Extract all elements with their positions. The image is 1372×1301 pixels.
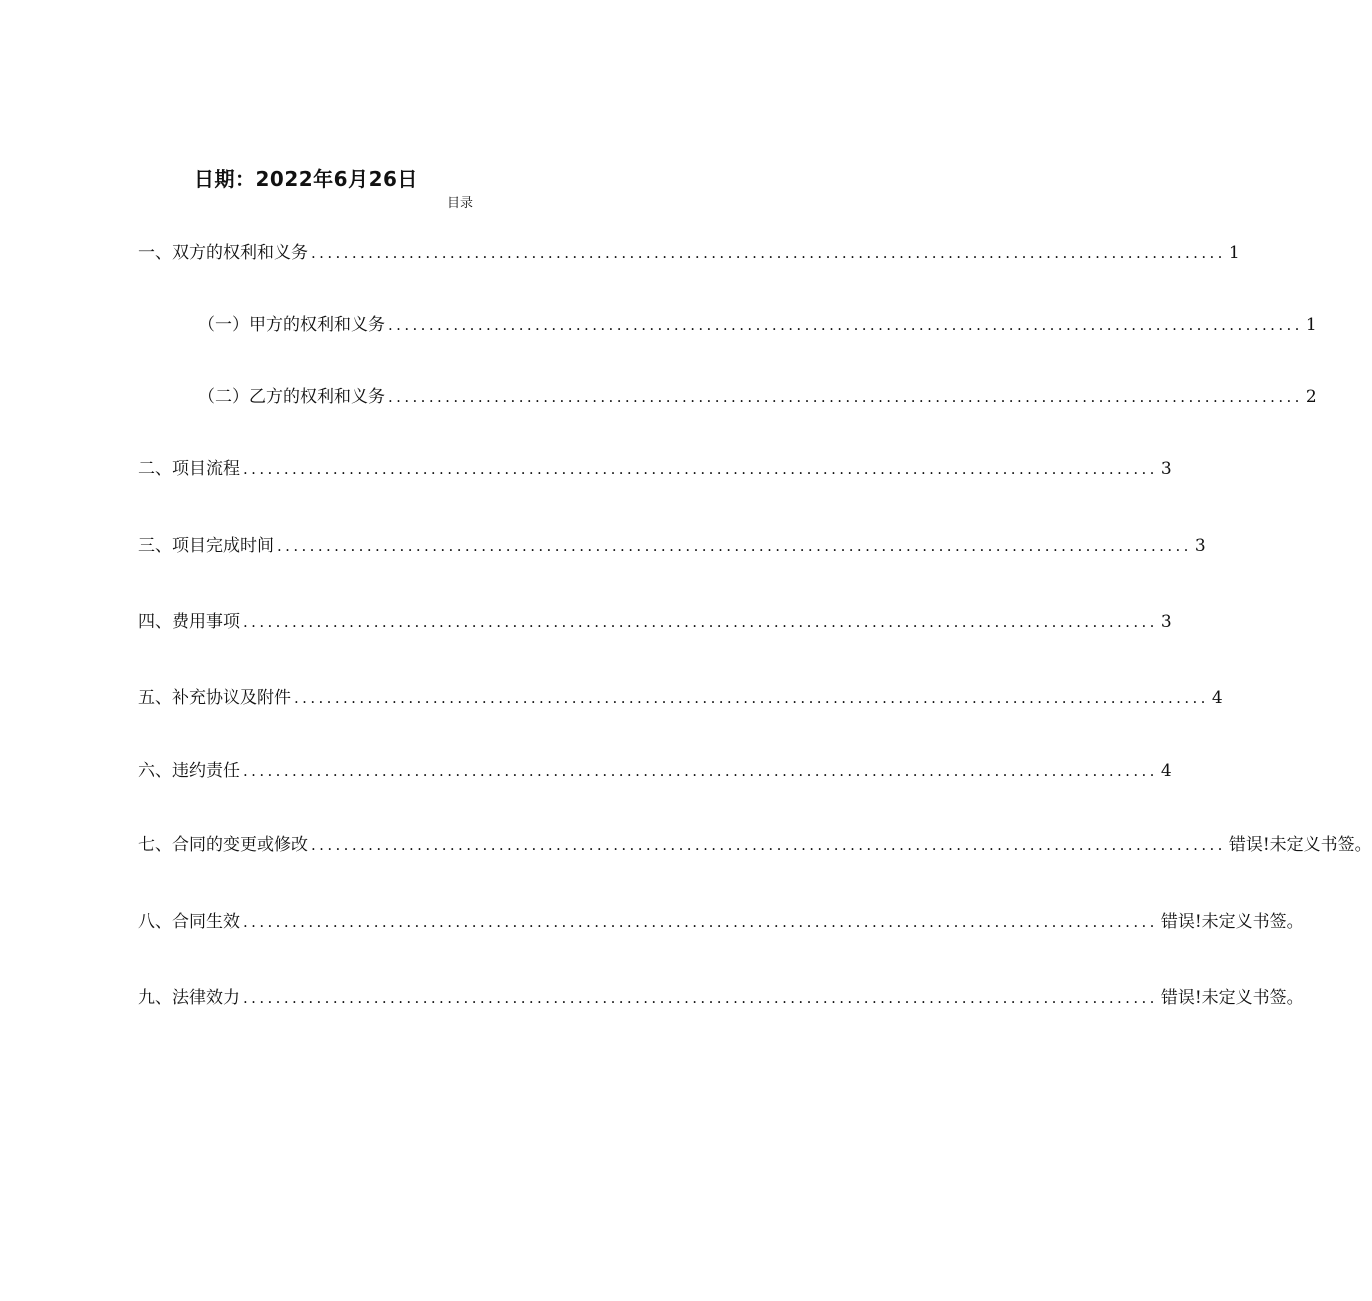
toc-entry-label: 六、违约责任 <box>138 761 240 781</box>
toc-entry-page: 错误!未定义书签。 <box>1228 835 1372 855</box>
dot-leader: ................................................................................................................ <box>311 836 1226 854</box>
dot-leader: ................................................................................................................ <box>243 989 1158 1007</box>
toc-entry-label: （二）乙方的权利和义务 <box>198 387 385 407</box>
toc-entry-label: 五、补充协议及附件 <box>138 688 291 708</box>
toc-entry-label: 一、双方的权利和义务 <box>138 243 308 263</box>
toc-entry-page: 3 <box>1194 536 1206 556</box>
dot-leader: ................................................................................................................ <box>294 689 1209 707</box>
toc-entry-page: 错误!未定义书签。 <box>1160 912 1304 932</box>
date-line: 日期：2022年6月26日 <box>194 167 418 191</box>
dot-leader: ................................................................................................................ <box>243 613 1158 631</box>
dot-leader: ................................................................................................................ <box>388 388 1303 406</box>
toc-entry-page: 4 <box>1160 761 1172 781</box>
toc-title: 目录 <box>446 196 473 211</box>
toc-entry[interactable] <box>138 758 1172 782</box>
toc-entry[interactable] <box>198 384 1317 408</box>
toc-entry[interactable] <box>138 533 1206 557</box>
toc-entry[interactable] <box>138 685 1223 709</box>
toc-entry-page: 1 <box>1228 243 1240 263</box>
dot-leader: ................................................................................................................ <box>311 244 1226 262</box>
toc-entry-page: 3 <box>1160 612 1172 632</box>
toc-entry-label: 二、项目流程 <box>138 459 240 479</box>
toc-entry[interactable] <box>138 456 1172 480</box>
toc-entry-label: 七、合同的变更或修改 <box>138 835 308 855</box>
toc-entry-label: 八、合同生效 <box>138 912 240 932</box>
toc-entry-page: 2 <box>1305 387 1317 407</box>
toc-entry[interactable] <box>138 609 1172 633</box>
toc-entry[interactable] <box>138 832 1372 856</box>
toc-entry-page: 1 <box>1305 315 1317 335</box>
toc-entry[interactable] <box>138 985 1304 1009</box>
toc-entry-page: 4 <box>1211 688 1223 708</box>
toc-entry-label: 九、法律效力 <box>138 988 240 1008</box>
toc-entry-page: 错误!未定义书签。 <box>1160 988 1304 1008</box>
toc-entry-label: 四、费用事项 <box>138 612 240 632</box>
dot-leader: ................................................................................................................ <box>243 913 1158 931</box>
toc-entry[interactable] <box>138 240 1240 264</box>
dot-leader: ................................................................................................................ <box>277 537 1192 555</box>
toc-entry-page: 3 <box>1160 459 1172 479</box>
toc-entry[interactable] <box>138 909 1304 933</box>
dot-leader: ................................................................................................................ <box>243 460 1158 478</box>
dot-leader: ................................................................................................................ <box>388 316 1303 334</box>
toc-entry[interactable] <box>198 312 1317 336</box>
toc-entry-label: 三、项目完成时间 <box>138 536 274 556</box>
dot-leader: ................................................................................................................ <box>243 762 1158 780</box>
toc-entry-label: （一）甲方的权利和义务 <box>198 315 385 335</box>
